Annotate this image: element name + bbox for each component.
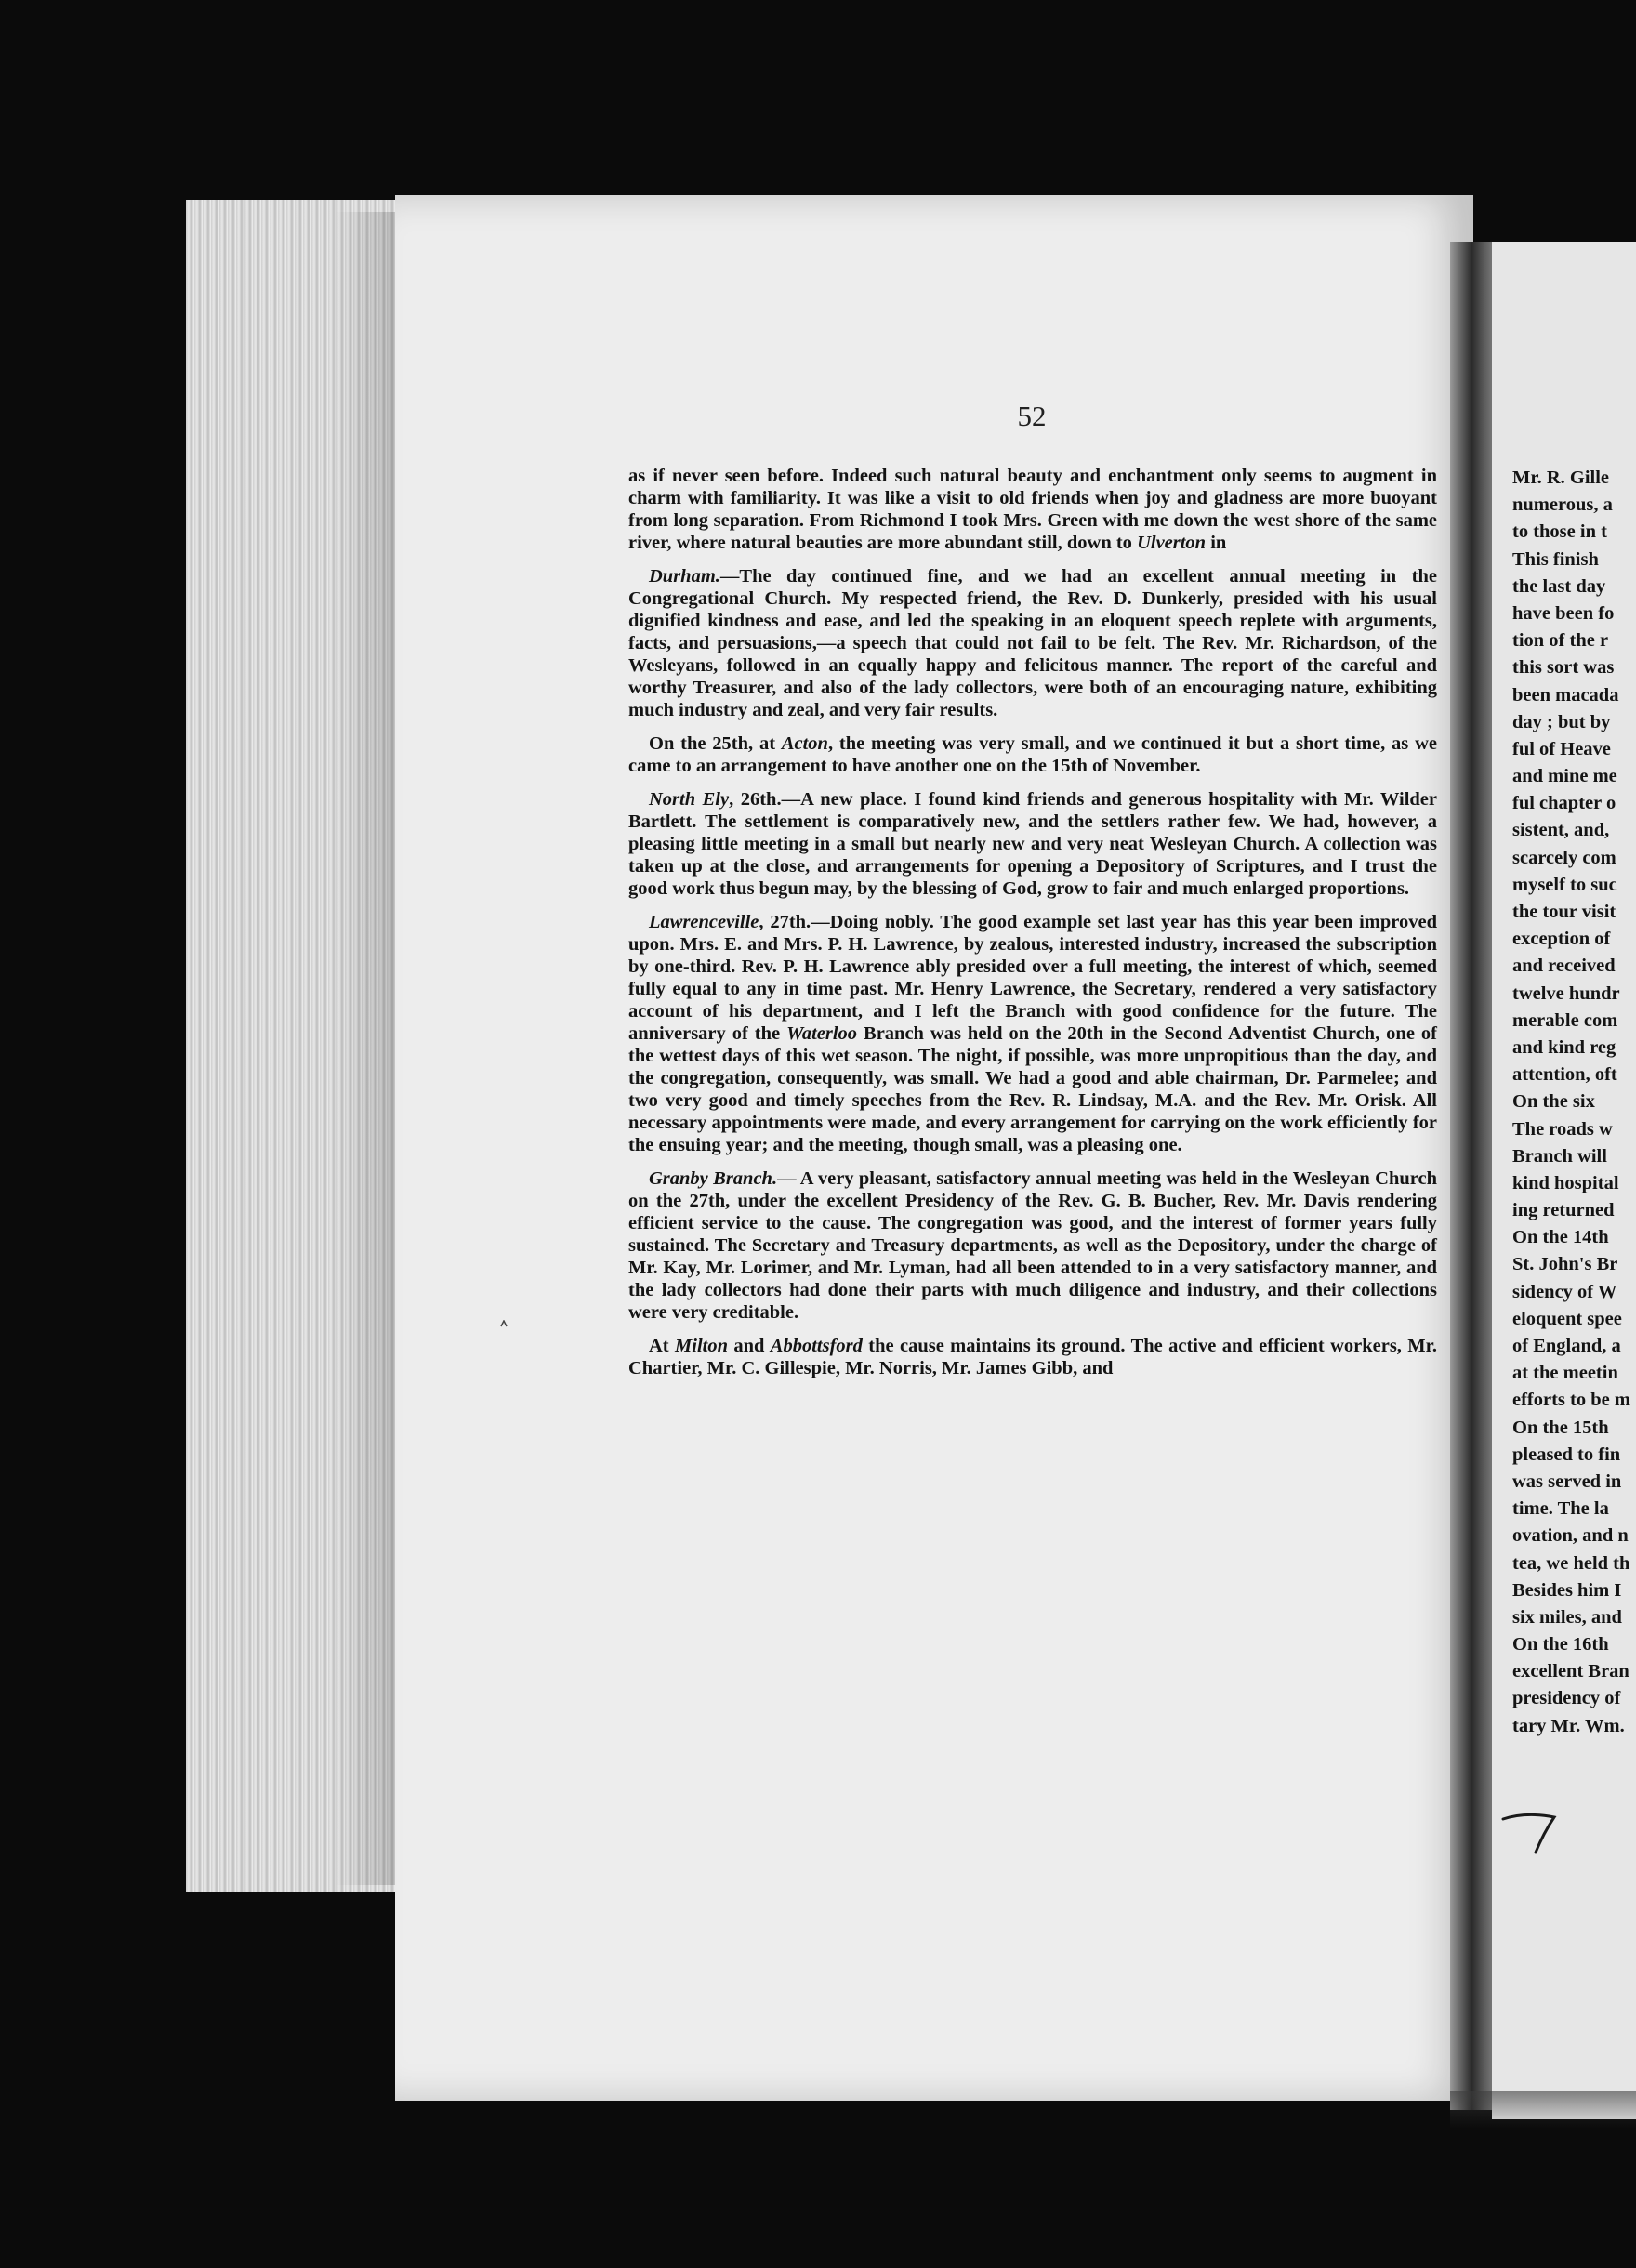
- text-run: , 26th.—A new place. I found kind friends and generous hospitality with Mr. Wilder Bartlett. The settlement is comparatively new, and the settlers rather few. We had, however, a pleasing little meeting in a small but nearly new and very neat Wesleyan Church. A collection was taken up at the close, and arrangements for opening a Depository of Scriptures, and I trust the good work thus begun may, by the blessing of God, grow to fair and much enlarged proportions.: [628, 789, 1437, 899]
- paragraph-1: [628, 465, 1437, 554]
- place-name: Granby Branch.: [649, 1168, 778, 1189]
- facing-page-line: On the 16th: [1512, 1634, 1609, 1655]
- facing-page-line: This finish: [1512, 548, 1599, 570]
- text-run: the cause maintains its ground. The active and efficient workers, Mr. Chartier, Mr. C. Gillespie, Mr. Norris, Mr. James Gibb, and: [628, 1336, 1437, 1378]
- facing-page-line: attention, oft: [1512, 1064, 1617, 1086]
- facing-page-line: and mine me: [1512, 766, 1617, 787]
- facing-page-line: and kind reg: [1512, 1036, 1616, 1058]
- place-name: Waterloo: [786, 1023, 858, 1044]
- facing-page-line: twelve hundr: [1512, 982, 1620, 1004]
- text-run: On the 25th, at: [649, 733, 782, 754]
- facing-page-line: sidency of W: [1512, 1281, 1617, 1302]
- text-run: Branch was held on the 20th in the Second Adventist Church, one of the wettest days of this wet season. The night, if possible, was more unpropitious than the day, and the congregation, consequently, was small. We had a good and able chairman, Dr. Parmelee; and two very good and timely speeches from the Rev. R. Lindsay, M.A. and the Rev. Mr. Orisk. All necessary appointments were made, and every arrangement for carrying on the work efficiently for the ensuing year; and the meeting, though small, was a pleasing one.: [628, 1023, 1437, 1155]
- place-name: North Ely: [649, 789, 730, 810]
- scan-noise: [1450, 2091, 1636, 2129]
- facing-page-line: of England, a: [1512, 1336, 1621, 1356]
- facing-page-line: Besides him I: [1512, 1579, 1622, 1601]
- facing-page-line: myself to suc: [1512, 874, 1617, 895]
- place-name: Acton: [781, 733, 828, 754]
- facing-page-text: [1512, 465, 1636, 1740]
- text-run: At: [649, 1336, 676, 1356]
- facing-page-line: the last day: [1512, 575, 1606, 597]
- place-name: Abbottsford: [770, 1336, 863, 1356]
- facing-page-line: the tour visit: [1512, 902, 1616, 922]
- pencil-mark: [1498, 1808, 1563, 1859]
- facing-page-line: On the 14th: [1512, 1227, 1609, 1248]
- facing-page-line: ful chapter o: [1512, 793, 1616, 814]
- paragraph-north-ely: [628, 788, 1437, 900]
- paragraph-acton: [628, 732, 1437, 777]
- page-number: 52: [1017, 400, 1047, 432]
- facing-page-line: merable com: [1512, 1009, 1618, 1031]
- facing-page-line: this sort was: [1512, 657, 1615, 679]
- facing-page-line: Mr. R. Gille: [1512, 468, 1610, 488]
- facing-page-line: excellent Bran: [1512, 1661, 1629, 1682]
- facing-page-line: six miles, and: [1512, 1606, 1622, 1628]
- margin-mark: [500, 1320, 508, 1327]
- paragraph-durham: [628, 565, 1437, 721]
- facing-page-line: was served in: [1512, 1470, 1622, 1492]
- paragraph-granby: [628, 1167, 1437, 1324]
- facing-page-line: ovation, and n: [1512, 1525, 1629, 1547]
- page-body: [628, 465, 1437, 1391]
- facing-page-line: Branch will: [1512, 1145, 1607, 1167]
- facing-page-line: St. John's Br: [1512, 1254, 1618, 1275]
- place-name: Lawrenceville: [649, 912, 759, 932]
- facing-page-line: The roads w: [1512, 1118, 1613, 1140]
- text-run: , 27th.—Doing nobly. The good example set last year has this year been improved upon. Mrs. E. and Mrs. P. H. Lawrence, by zealous, interested industry, increased the subscription by one-third. Rev. P. H. Lawrence ably presided over a full meeting, the interest of which, seemed fully equal to any in time past. Mr. Henry Lawrence, the Secretary, rendered a very satisfactory account of his department, and I left the Branch with good confidence for the future. The anniversary of the: [628, 912, 1437, 1044]
- facing-page-line: kind hospital: [1512, 1172, 1619, 1193]
- facing-page-line: On the 15th: [1512, 1417, 1609, 1438]
- text-run: — A very pleasant, satisfactory annual meeting was held in the Wesleyan Church on the 27th, under the excellent Presidency of the Rev. G. B. Bucher, Rev. Mr. Davis rendering efficient service to the cause. The congregation was good, and the interest of former years fully sustained. The Secretary and Treasury departments, as well as the Depository, under the charge of Mr. Kay, Mr. Lorimer, and Mr. Lyman, had all been attended to in a very satisfactory manner, and the lady collectors had done their parts with much diligence and industry, and their collections were very creditable.: [628, 1168, 1437, 1323]
- facing-page-line: ing returned: [1512, 1200, 1615, 1221]
- paragraph-lawrenceville: [628, 911, 1437, 1156]
- facing-page-line: ful of Heave: [1512, 738, 1611, 759]
- facing-page-line: numerous, a: [1512, 494, 1613, 516]
- page-edges-shadow: [335, 212, 400, 1885]
- text-run: —The day continued fine, and we had an excellent annual meeting in the Congregational Church. My respected friend, the Rev. D. Dunkerly, presided with his usual dignified kindness and ease, and led the speaking in an eloquent speech replete with arguments, facts, and persuasions,—a speech that could not fail to be felt. The Rev. Mr. Richardson, of the Wesleyans, followed in an equally happy and felicitous manner. The report of the careful and worthy Treasurer, and also of the lady collectors, were both of an encouraging nature, exhibiting much industry and zeal, and very fair results.: [628, 566, 1437, 720]
- facing-page-line: at the meetin: [1512, 1363, 1618, 1384]
- place-name: Milton: [675, 1336, 728, 1356]
- facing-page-line: tea, we held th: [1512, 1552, 1630, 1574]
- facing-page-line: time. The la: [1512, 1498, 1609, 1520]
- facing-page-line: eloquent spee: [1512, 1308, 1622, 1329]
- facing-page-line: scarcely com: [1512, 847, 1616, 868]
- facing-page-line: tion of the r: [1512, 630, 1609, 652]
- facing-page-line: tary Mr. Wm.: [1512, 1715, 1625, 1736]
- facing-page-line: sistent, and,: [1512, 820, 1610, 841]
- place-name: Ulverton: [1137, 533, 1207, 553]
- facing-page-line: and received: [1512, 956, 1616, 977]
- facing-page-line: presidency of: [1512, 1688, 1621, 1709]
- text-run: in: [1206, 533, 1227, 553]
- facing-page-line: day ; but by: [1512, 711, 1611, 732]
- paragraph-milton: [628, 1335, 1437, 1379]
- text-run: as if never seen before. Indeed such natural beauty and enchantment only seems to augment in charm with familiarity. It was like a visit to old friends when joy and gladness are more buoyant from long separation. From Richmond I took Mrs. Green with me down the west shore of the same river, where natural beauties are more abundant still, down to: [628, 466, 1437, 553]
- facing-page-line: exception of: [1512, 929, 1611, 950]
- place-name: Durham.: [649, 566, 720, 587]
- facing-page-line: On the six: [1512, 1091, 1595, 1113]
- facing-page-line: have been fo: [1512, 602, 1615, 624]
- facing-page-line: been macada: [1512, 684, 1619, 705]
- text-run: and: [727, 1336, 771, 1356]
- facing-page-line: to those in t: [1512, 521, 1607, 543]
- facing-page-line: efforts to be m: [1512, 1390, 1630, 1411]
- text-run: , the meeting was very small, and we continued it but a short time, as we came to an arrangement to have another one on the 15th of November.: [628, 733, 1437, 776]
- facing-page-line: pleased to fin: [1512, 1444, 1621, 1465]
